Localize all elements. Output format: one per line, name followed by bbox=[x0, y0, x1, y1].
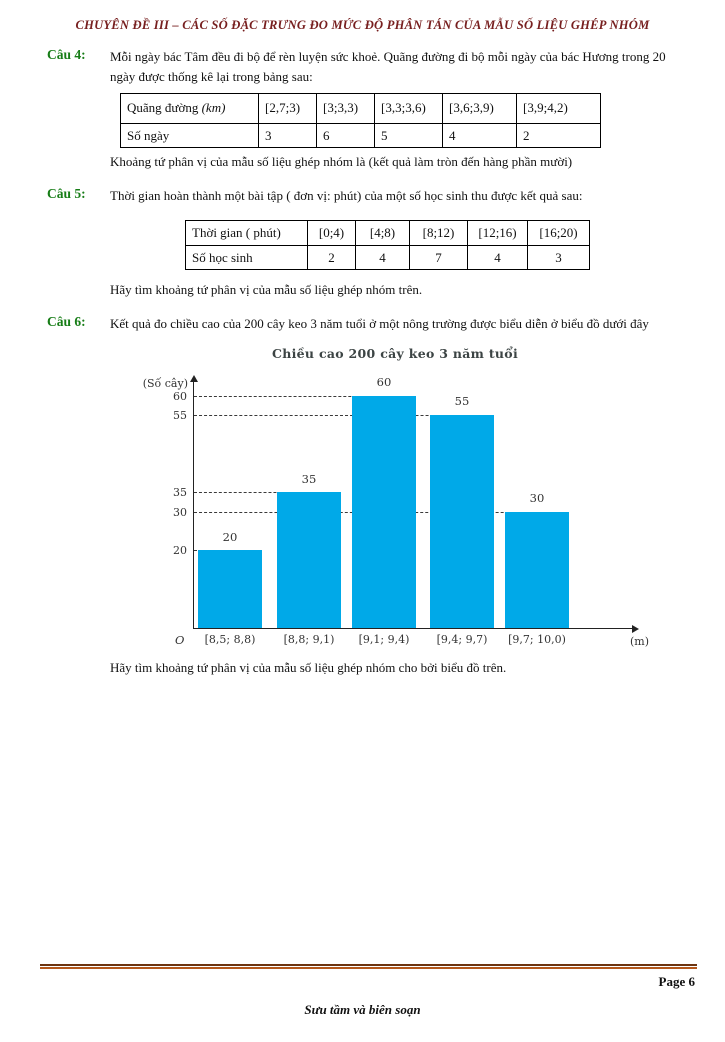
row-label: Quãng đường bbox=[127, 100, 199, 116]
y-tick-label: 60 bbox=[173, 389, 187, 403]
question-5-text: Thời gian hoàn thành một bài tập ( đơn vị: phút) của một số học sinh thu được kết quả sau: bbox=[110, 188, 583, 203]
y-tick-label: 55 bbox=[173, 408, 187, 422]
table-row bbox=[186, 245, 590, 270]
interval-cell: [3,3;3,6) bbox=[375, 93, 443, 123]
x-axis-unit-label: (m) bbox=[630, 634, 650, 648]
question-6-label: Câu 6: bbox=[47, 314, 86, 329]
bar-value-label: 35 bbox=[301, 471, 317, 486]
y-axis-label: (Số cây) bbox=[142, 376, 188, 390]
x-axis-arrow-icon bbox=[632, 625, 639, 633]
row-unit: (km) bbox=[201, 100, 226, 116]
question-4-body bbox=[110, 47, 692, 172]
interval-cell: [3,6;3,9) bbox=[443, 93, 517, 123]
tree-height-bar-chart bbox=[135, 342, 655, 654]
x-category-label: [9,1; 9,4) bbox=[358, 632, 410, 646]
count-cell: 4 bbox=[356, 245, 410, 270]
bar-value-label: 20 bbox=[222, 529, 238, 544]
row-label-cell: Số ngày bbox=[121, 123, 259, 148]
bar bbox=[430, 415, 494, 628]
origin-label: O bbox=[175, 632, 185, 647]
interval-cell: [16;20) bbox=[528, 220, 590, 245]
interval-cell: [8;12) bbox=[410, 220, 468, 245]
interval-cell: [0;4) bbox=[308, 220, 356, 245]
question-5 bbox=[47, 186, 725, 300]
count-cell: 2 bbox=[308, 245, 356, 270]
x-axis-line bbox=[193, 628, 633, 629]
count-cell: 5 bbox=[375, 123, 443, 148]
chart-title: Chiều cao 200 cây keo 3 năm tuổi bbox=[271, 345, 518, 361]
count-cell: 7 bbox=[410, 245, 468, 270]
y-tick-label: 30 bbox=[173, 505, 187, 519]
interval-cell: [3;3,3) bbox=[317, 93, 375, 123]
bar-value-label: 60 bbox=[376, 375, 392, 390]
question-4 bbox=[47, 47, 725, 172]
question-5-label: Câu 5: bbox=[47, 186, 86, 201]
interval-cell: [3,9;4,2) bbox=[517, 93, 601, 123]
y-axis-arrow-icon bbox=[190, 375, 198, 382]
interval-cell: [4;8) bbox=[356, 220, 410, 245]
row-label-cell: Số học sinh bbox=[186, 245, 308, 270]
question-4-label: Câu 4: bbox=[47, 47, 86, 62]
bar bbox=[505, 512, 569, 628]
table-header-cell bbox=[121, 93, 259, 123]
bar bbox=[277, 492, 341, 627]
bar-value-label: 55 bbox=[454, 394, 470, 409]
distance-frequency-table bbox=[120, 93, 601, 149]
count-cell: 6 bbox=[317, 123, 375, 148]
time-frequency-table bbox=[185, 220, 590, 271]
question-6 bbox=[47, 314, 725, 678]
footer-credit: Sưu tầm và biên soạn bbox=[304, 1002, 421, 1017]
table-row bbox=[186, 220, 590, 245]
bar bbox=[352, 396, 416, 628]
question-5-body bbox=[110, 186, 692, 300]
bar bbox=[198, 550, 262, 627]
footer-divider bbox=[40, 964, 697, 969]
count-cell: 4 bbox=[468, 245, 528, 270]
table-row bbox=[121, 123, 601, 148]
x-category-label: [9,7; 10,0) bbox=[508, 632, 566, 646]
interval-cell: [2,7;3) bbox=[259, 93, 317, 123]
y-tick-label: 35 bbox=[173, 486, 187, 500]
question-6-text: Kết quả đo chiều cao của 200 cây keo 3 năm tuổi ở một nông trường được biểu diễn ở biểu đồ dưới đây bbox=[110, 316, 649, 331]
question-6-body bbox=[110, 314, 692, 678]
question-4-prompt: Khoảng tứ phân vị của mẫu số liệu ghép nhóm là (kết quả làm tròn đến hàng phần mười) bbox=[110, 154, 573, 170]
bar-value-label: 30 bbox=[529, 491, 545, 506]
page-number: Page 6 bbox=[658, 974, 695, 989]
table-row bbox=[121, 93, 601, 123]
footer-divider-bottom bbox=[40, 967, 697, 970]
x-category-label: [9,4; 9,7) bbox=[436, 632, 488, 646]
count-cell: 3 bbox=[528, 245, 590, 270]
x-category-label: [8,8; 9,1) bbox=[283, 632, 335, 646]
count-cell: 3 bbox=[259, 123, 317, 148]
question-4-text: Mỗi ngày bác Tâm đều đi bộ để rèn luyện sức khoẻ. Quãng đường đi bộ mỗi ngày của bác Hương trong 20 ngày được thống kê lại trong bảng sau: bbox=[110, 49, 666, 84]
question-6-prompt: Hãy tìm khoảng tứ phân vị của mẫu số liệu ghép nhóm cho bởi biểu đồ trên. bbox=[110, 659, 507, 675]
question-5-prompt: Hãy tìm khoảng tứ phân vị của mẫu số liệu ghép nhóm trên. bbox=[110, 282, 423, 298]
page-title: CHUYÊN ĐỀ III – CÁC SỐ ĐẶC TRƯNG ĐO MỨC ĐỘ PHÂN TÁN CỦA MẪU SỐ LIỆU GHÉP NHÓM bbox=[75, 18, 650, 32]
y-axis-line bbox=[193, 382, 194, 628]
row-label-cell: Thời gian ( phút) bbox=[186, 220, 308, 245]
x-category-label: [8,5; 8,8) bbox=[204, 632, 256, 646]
footer-divider-top bbox=[40, 964, 697, 966]
y-tick-label: 20 bbox=[173, 544, 187, 558]
interval-cell: [12;16) bbox=[468, 220, 528, 245]
count-cell: 2 bbox=[517, 123, 601, 148]
count-cell: 4 bbox=[443, 123, 517, 148]
